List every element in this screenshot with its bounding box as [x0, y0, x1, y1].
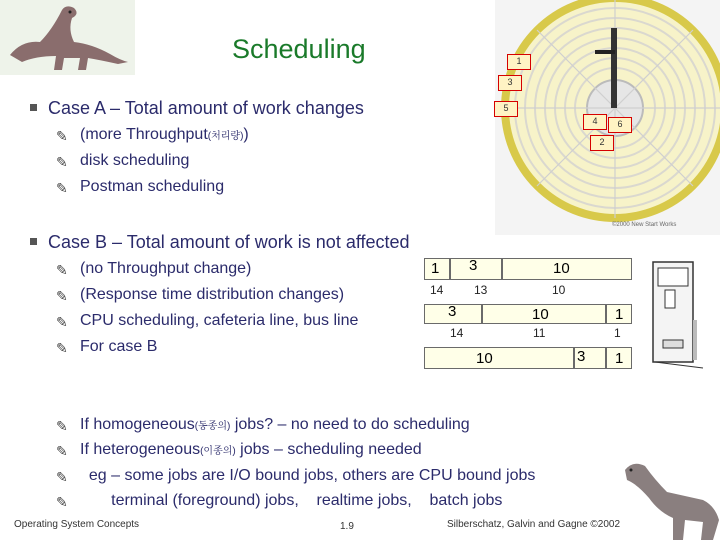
footer-page-number: 1.9: [340, 521, 354, 532]
job-length: 1: [615, 350, 624, 367]
finish-time: 10: [552, 283, 566, 297]
case-a-item: disk scheduling: [80, 152, 190, 169]
pen-bullet-icon: ✎: [56, 128, 68, 144]
case-b-item: (no Throughput change): [80, 260, 252, 277]
page-title: Scheduling: [232, 34, 366, 64]
disk-request-label: 2: [590, 135, 614, 151]
job-length: 3: [469, 257, 478, 274]
pen-bullet-icon: ✎: [56, 288, 68, 304]
pen-bullet-icon: ✎: [56, 418, 68, 434]
finish-time: 13: [474, 283, 488, 297]
pen-bullet-icon: ✎: [56, 314, 68, 330]
pen-bullet-icon: ✎: [56, 154, 68, 170]
finish-time: 1: [614, 326, 621, 340]
job-length: 3: [448, 303, 457, 320]
job-length: 1: [431, 260, 440, 277]
case-b-item: (Response time distribution changes): [80, 286, 345, 303]
disk-caption: ©2000 New Start Works: [612, 222, 677, 228]
case-b-item: CPU scheduling, cafeteria line, bus line: [80, 312, 359, 329]
case-a-item: (more Throughput(처리량)): [80, 126, 249, 143]
disk-request-label: 1: [507, 54, 531, 70]
pen-bullet-icon: ✎: [56, 262, 68, 278]
dinosaur-logo-bottom: [615, 440, 720, 540]
disk-request-label: 3: [498, 75, 522, 91]
job-length: 10: [553, 260, 570, 277]
pen-bullet-icon: ✎: [56, 443, 68, 459]
job-length: 10: [476, 350, 493, 367]
bottom-item: eg – some jobs are I/O bound jobs, others are CPU bound jobs: [80, 467, 536, 484]
case-a-heading: Case A – Total amount of work changes: [48, 98, 364, 118]
pen-bullet-icon: ✎: [56, 494, 68, 510]
footer-left: Operating System Concepts: [14, 519, 140, 530]
bullet-square-icon: [30, 238, 37, 245]
finish-time: 11: [533, 326, 546, 340]
disk-request-label: 5: [494, 101, 518, 117]
finish-time: 14: [450, 326, 464, 340]
job-length: 3: [577, 348, 586, 365]
case-b-item: For case B: [80, 338, 158, 355]
bottom-item: terminal (foreground) jobs, realtime jobs, batch jobs: [80, 492, 503, 509]
footer-right: Silberschatz, Galvin and Gagne ©2002: [447, 519, 621, 530]
kiosk-icon: [645, 260, 707, 370]
case-b-heading: Case B – Total amount of work is not affected: [48, 232, 410, 252]
disk-request-label: 6: [608, 117, 632, 133]
job-bar: [424, 347, 574, 369]
job-length: 10: [532, 306, 549, 323]
job-length: 1: [615, 306, 624, 323]
pen-bullet-icon: ✎: [56, 469, 68, 485]
bottom-item: If heterogeneous(이종의) jobs – scheduling needed: [80, 441, 422, 458]
dinosaur-logo-top: [0, 0, 135, 75]
bullet-square-icon: [30, 104, 37, 111]
pen-bullet-icon: ✎: [56, 180, 68, 196]
pen-bullet-icon: ✎: [56, 340, 68, 356]
disk-request-label: 4: [583, 114, 607, 130]
case-a-item: Postman scheduling: [80, 178, 225, 195]
finish-time: 14: [430, 283, 444, 297]
bottom-item: If homogeneous(동종의) jobs? – no need to do scheduling: [80, 416, 470, 433]
